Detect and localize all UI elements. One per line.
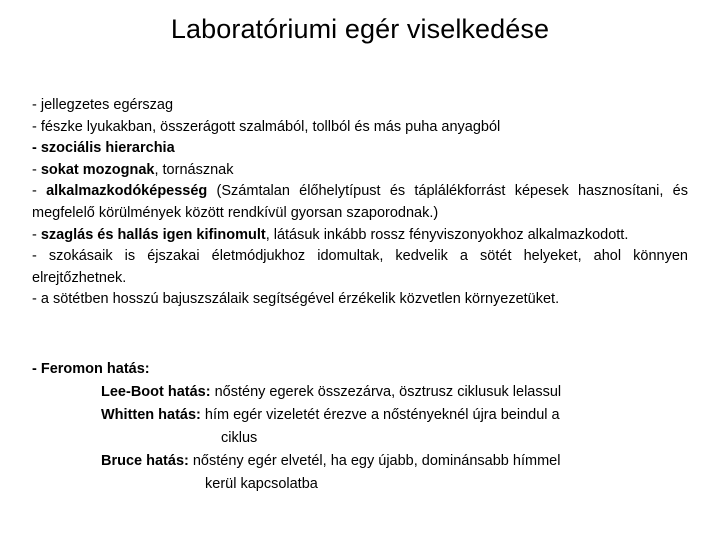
bullet-list <box>32 95 688 311</box>
bullet-item <box>32 160 688 182</box>
bullet-item: - szociális hierarchia <box>32 140 175 157</box>
effect-text: hím egér vizeletét érezve a nőstényeknél újra beindul a <box>200 407 560 423</box>
bullet-item: - jellegzetes egérszag <box>32 97 174 113</box>
bullet-text: (Számtalan élőhelytípust és táplálékforrást képesek hasznosítani, és megfelelő körülmények között rendkívül gyorsan szaporodnak.) <box>32 183 688 221</box>
bullet-prefix: - <box>32 226 41 243</box>
bullet-bold-text: sokat mozognak <box>40 161 155 178</box>
bullet-bold-text: alkalmazkodóképesség <box>46 183 208 200</box>
bullet-text: , tornásznak <box>154 161 234 178</box>
bullet-item <box>32 225 688 247</box>
lee-boot-effect <box>32 381 688 404</box>
bullet-item <box>32 181 688 224</box>
bullet-item: - szokásaik is éjszakai életmódjukhoz idomultak, kedvelik a sötét helyeket, ahol könnyen elrejtőzhetnek. <box>32 248 688 286</box>
pheromone-heading: - Feromon hatás: <box>32 361 150 377</box>
bullet-item: - fészke lyukakban, összerágott szalmából, tollból és más puha anyagból <box>32 118 501 135</box>
pheromone-section <box>32 358 688 496</box>
effect-label: Whitten hatás: <box>101 407 201 423</box>
whitten-effect <box>32 404 688 427</box>
bruce-effect <box>32 450 688 473</box>
effect-label: Bruce hatás: <box>101 453 189 469</box>
slide-title: Laboratóriumi egér viselkedése <box>170 14 550 44</box>
effect-label: Lee-Boot hatás: <box>101 384 211 400</box>
bullet-prefix: - <box>32 183 47 200</box>
bullet-text: , látásuk inkább rossz fényviszonyokhoz alkalmazkodott. <box>265 226 629 243</box>
bullet-item: - a sötétben hosszú bajuszszálaik segítségével érzékelik közvetlen környezetüket. <box>32 291 560 308</box>
bullet-bold-text: szaglás és hallás igen kifinomult <box>40 226 266 243</box>
effect-text: nőstény egerek összezárva, ösztrusz ciklusuk lelassul <box>210 384 562 400</box>
whitten-effect-continuation: ciklus <box>221 430 258 446</box>
bruce-effect-continuation: kerül kapcsolatba <box>205 476 318 492</box>
effect-text: nőstény egér elvetél, ha egy újabb, dominánsabb hímmel <box>188 453 561 469</box>
bullet-prefix: - <box>32 161 41 178</box>
